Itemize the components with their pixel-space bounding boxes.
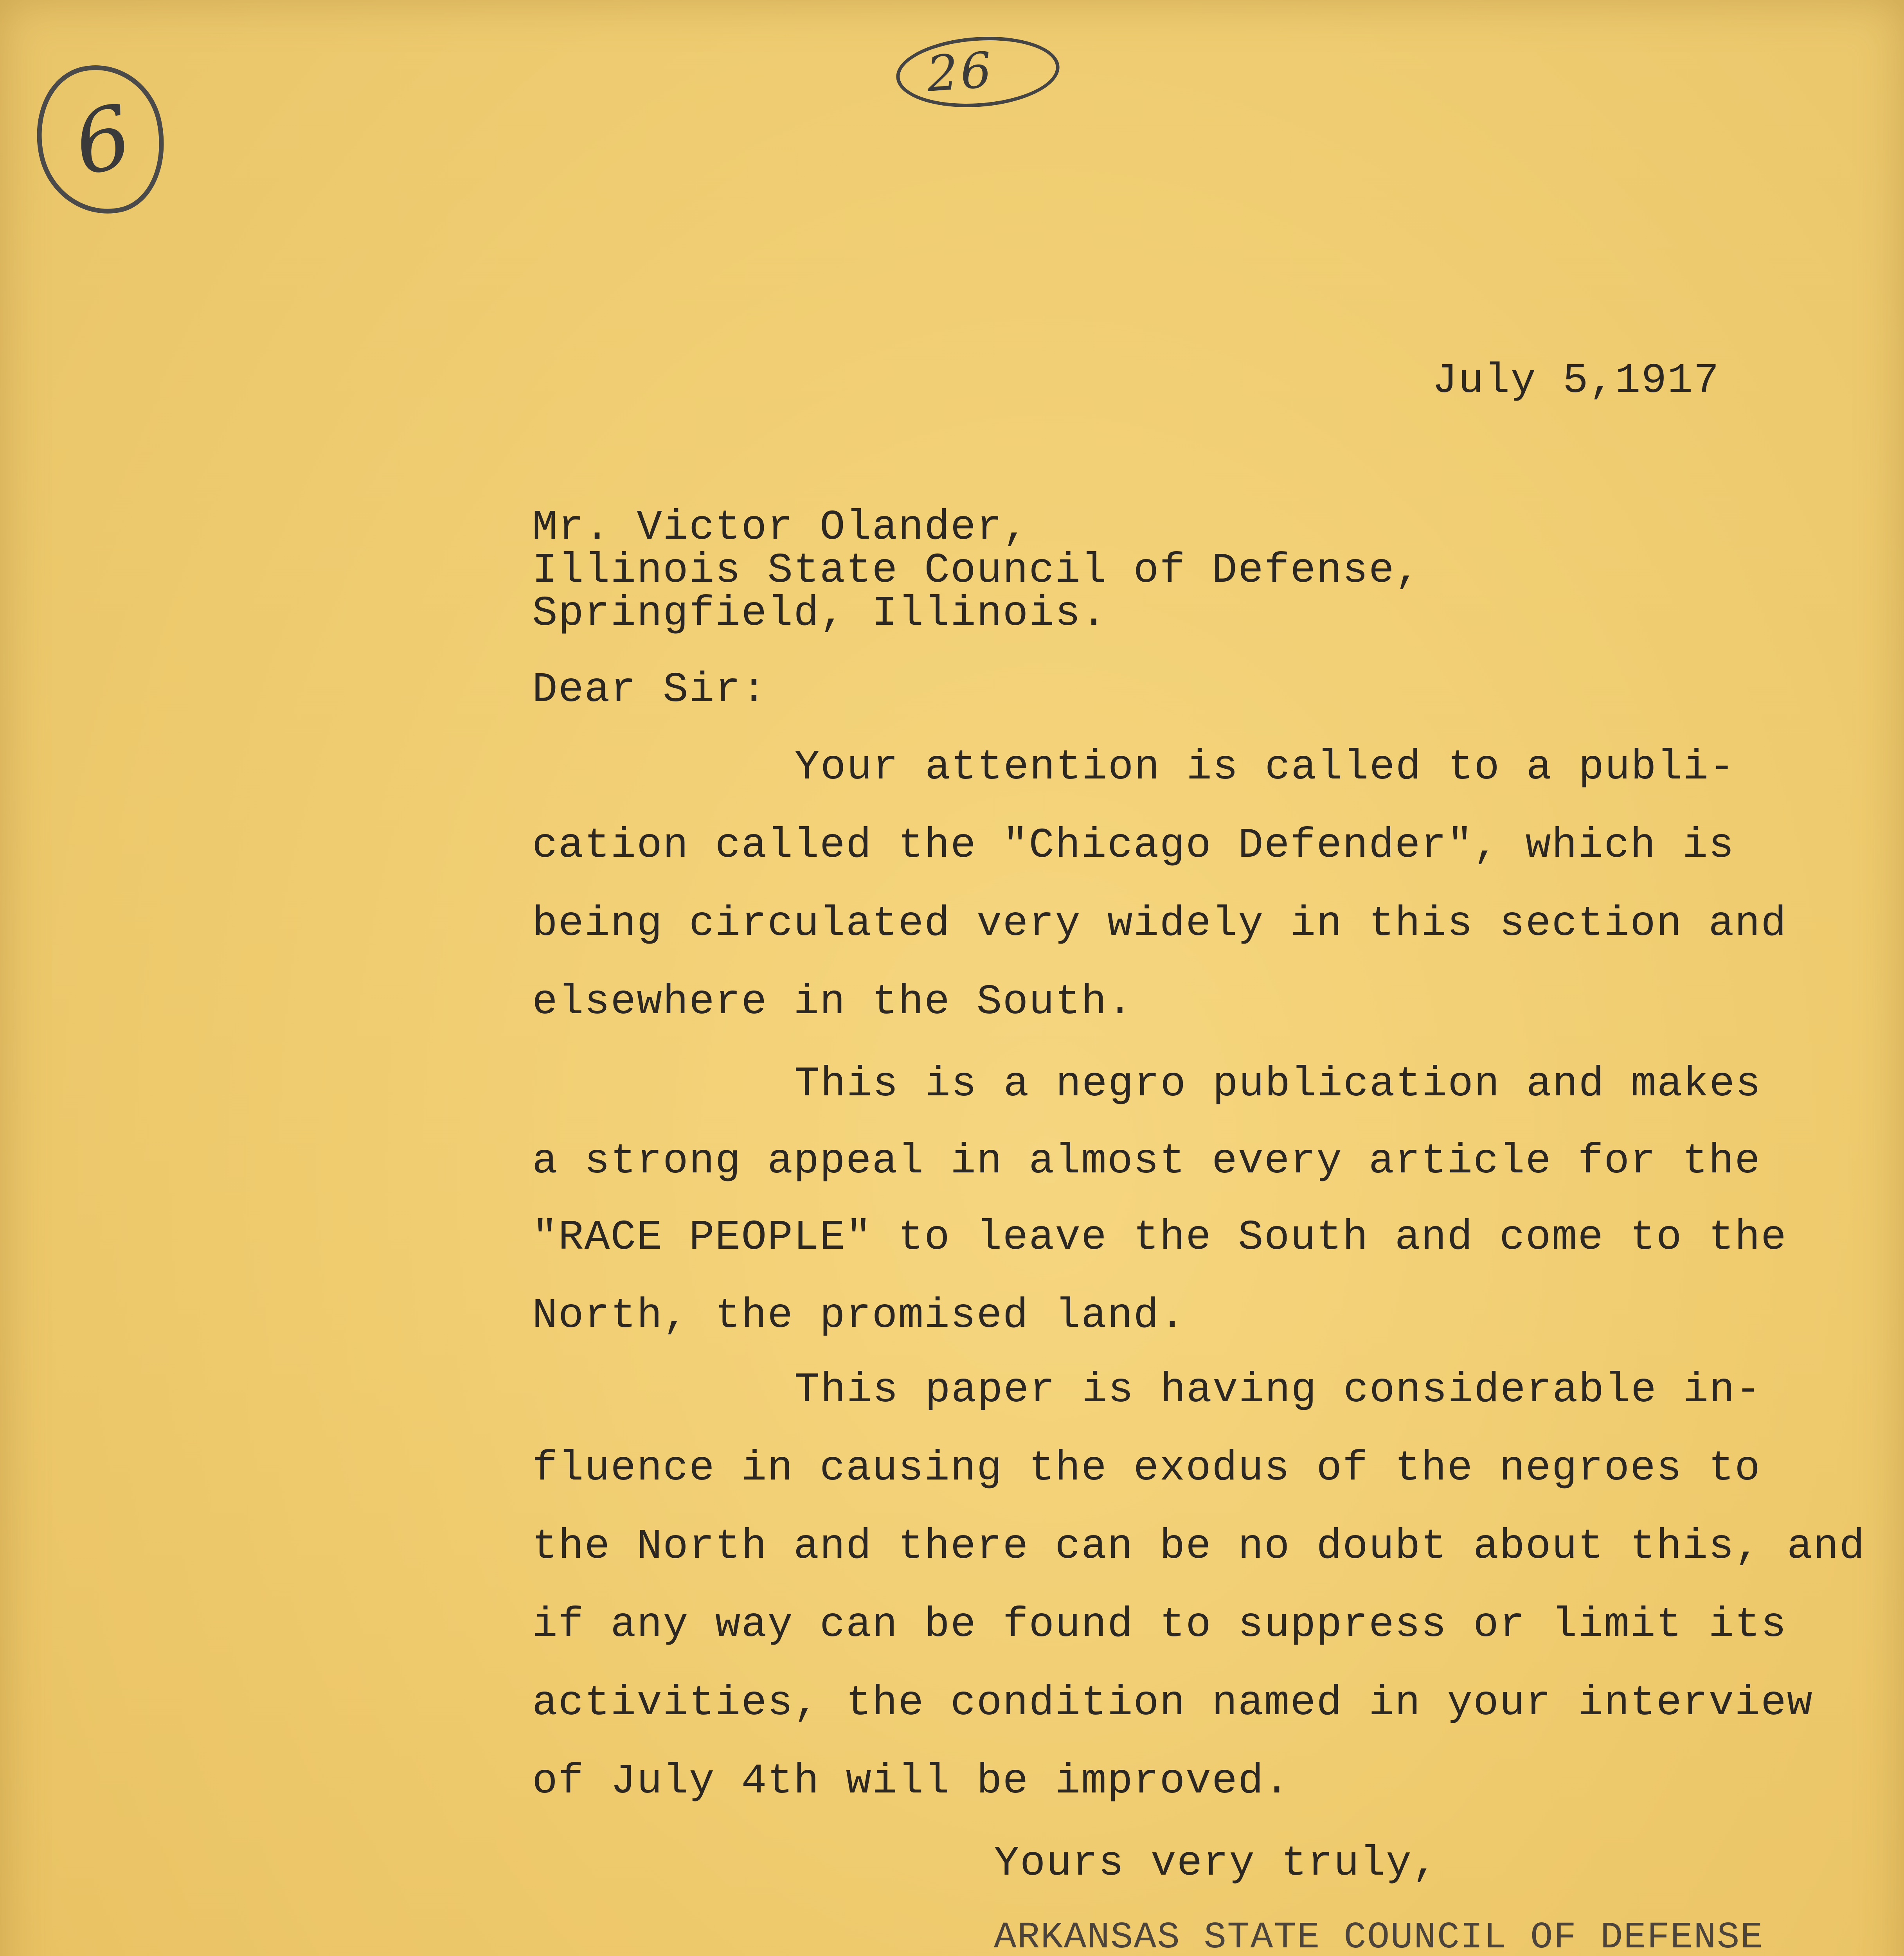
recipient-location: Springfield, Illinois. [532, 590, 1107, 638]
letter-date: July 5,1917 [1432, 357, 1720, 405]
body-line-1: Your attention is called to a publi- [794, 744, 1736, 791]
body-line-12: if any way can be found to suppress or limit its [532, 1601, 1787, 1649]
salutation: Dear Sir: [532, 666, 768, 714]
body-line-10: fluence in causing the exodus of the negroes to [532, 1445, 1761, 1492]
body-line-4: elsewhere in the South. [532, 978, 1134, 1026]
body-line-11: the North and there can be no doubt about this, and [532, 1523, 1866, 1571]
body-line-6: a strong appeal in almost every article for the [532, 1138, 1761, 1185]
body-line-5: This is a negro publication and makes [794, 1061, 1762, 1108]
folio-number-text: 26 [925, 41, 996, 103]
body-line-13: activities, the condition named in your interview [532, 1679, 1813, 1727]
body-line-9: This paper is having considerable in- [794, 1366, 1762, 1414]
body-line-3: being circulated very widely in this section and [532, 900, 1787, 948]
body-line-14: of July 4th will be improved. [532, 1758, 1290, 1805]
body-line-7: "RACE PEOPLE" to leave the South and come to the [532, 1214, 1787, 1262]
recipient-organization: Illinois State Council of Defense, [532, 547, 1421, 595]
recipient-name: Mr. Victor Olander, [532, 504, 1029, 552]
signatory-organization: ARKANSAS STATE COUNCIL OF DEFENSE [994, 1916, 1764, 1956]
circled-number-text: 6 [65, 86, 140, 195]
body-line-2: cation called the "Chicago Defender", which is [532, 822, 1735, 870]
circled-page-number [23, 53, 178, 227]
folio-number-mark [894, 32, 1062, 113]
closing: Yours very truly, [994, 1840, 1438, 1888]
body-line-8: North, the promised land. [532, 1292, 1186, 1340]
